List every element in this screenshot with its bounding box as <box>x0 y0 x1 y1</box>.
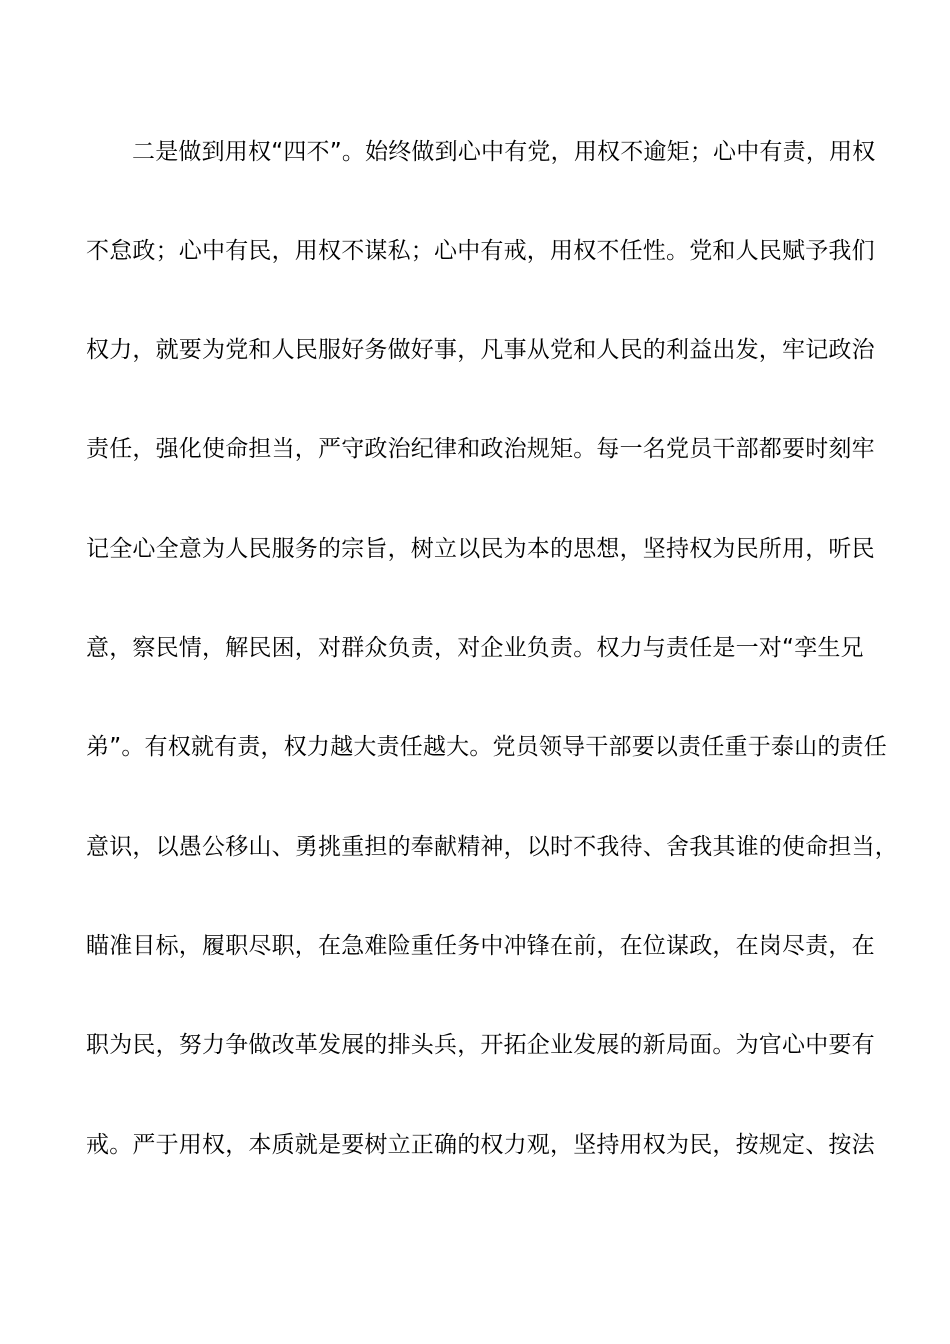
paragraph-line-2: 不怠政；心中有民，用权不谋私；心中有戒，用权不任性。党和人民赋予我们 <box>86 238 875 264</box>
paragraph-line-7: 弟”。有权就有责，权力越大责任越大。党员领导干部要以责任重于泰山的责任 <box>86 734 887 760</box>
paragraph-line-11: 戒。严于用权，本质就是要树立正确的权力观，坚持用权为民，按规定、按法 <box>86 1132 875 1158</box>
paragraph-line-10: 职为民，努力争做改革发展的排头兵，开拓企业发展的新局面。为官心中要有 <box>86 1032 875 1058</box>
paragraph-line-1: 二是做到用权“四不”。始终做到心中有党，用权不逾矩；心中有责，用权 <box>132 139 876 165</box>
paragraph-line-3: 权力，就要为党和人民服好务做好事，凡事从党和人民的利益出发，牢记政治 <box>86 337 875 363</box>
paragraph-line-9: 瞄准目标，履职尽职，在急难险重任务中冲锋在前，在位谋政，在岗尽责，在 <box>86 933 875 959</box>
paragraph-line-8: 意识，以愚公移山、勇挑重担的奉献精神，以时不我待、舍我其谁的使命担当， <box>86 834 898 860</box>
paragraph-line-5: 记全心全意为人民服务的宗旨，树立以民为本的思想，坚持权为民所用，听民 <box>86 536 875 562</box>
paragraph-line-6: 意，察民情，解民困，对群众负责，对企业负责。权力与责任是一对“孪生兄 <box>86 635 864 661</box>
paragraph-line-4: 责任，强化使命担当，严守政治纪律和政治规矩。每一名党员干部都要时刻牢 <box>86 436 875 462</box>
